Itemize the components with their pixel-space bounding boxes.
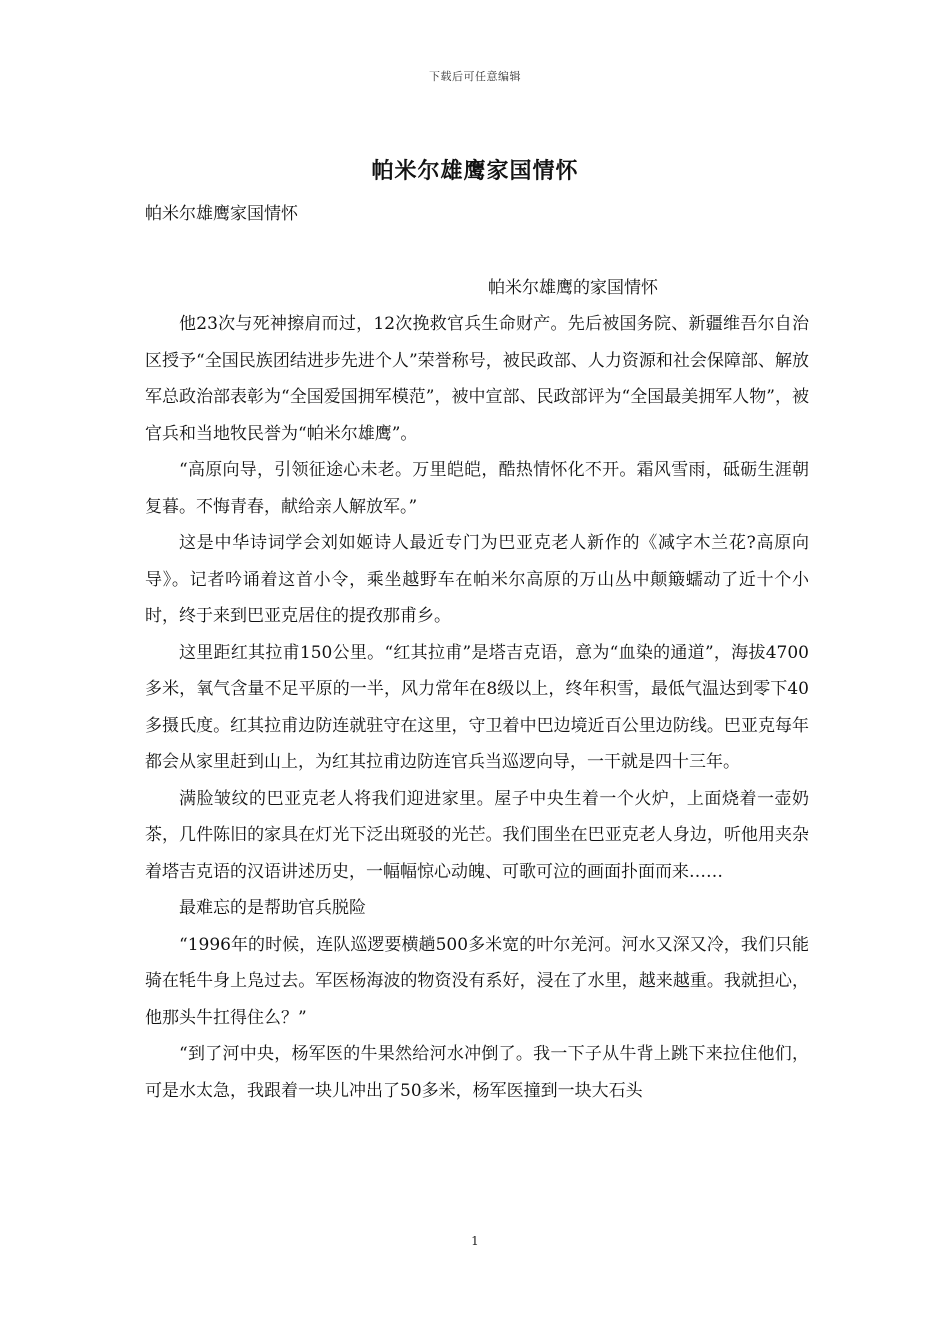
- document-body: [145, 196, 809, 1109]
- page-number: 1: [471, 1234, 479, 1248]
- document-title: 帕米尔雄鹰家国情怀: [371, 158, 579, 184]
- paragraph: 满脸皱纹的巴亚克老人将我们迎进家里。屋子中央生着一个火炉，上面烧着一壶奶茶，几件陈旧的家具在灯光下泛出斑驳的光芒。我们围坐在巴亚克老人身边，听他用夹杂着塔吉克语的汉语讲述历史，一幅幅惊心动魄、可歌可泣的画面扑面而来……: [145, 788, 809, 882]
- header-note: 下载后可任意编辑: [429, 70, 521, 83]
- paragraph: “到了河中央，杨军医的牛果然给河水冲倒了。我一下子从牛背上跳下来拉住他们，可是水太急，我跟着一块儿冲出了50多米，杨军医撞到一块大石头: [145, 1044, 809, 1101]
- paragraph: 这是中华诗词学会刘如姬诗人最近专门为巴亚克老人新作的《减字木兰花?高原向导》。记者吟诵着这首小令，乘坐越野车在帕米尔高原的万山丛中颠簸蠕动了近十个小时，终于来到巴亚克居住的提孜那甫乡。: [145, 533, 809, 626]
- paragraph: 他23次与死神擦肩而过，12次挽救官兵生命财产。先后被国务院、新疆维吾尔自治区授予“全国民族团结进步先进个人”荣誉称号，被民政部、人力资源和社会保障部、解放军总政治部表彰为“全国爱国拥军模范”，被中宣部、民政部评为“全国最美拥军人物”，被官兵和当地牧民誉为“帕米尔雄鹰”。: [145, 314, 809, 444]
- paragraph: 这里距红其拉甫150公里。“红其拉甫”是塔吉克语，意为“血染的通道”，海拔4700多米，氧气含量不足平原的一半，风力常年在8级以上，终年积雪，最低气温达到零下40多摄氏度。红其拉甫边防连就驻守在这里，守卫着中巴边境近百公里边防线。巴亚克每年都会从家里赶到山上，为红其拉甫边防连官兵当巡逻向导，一干就是四十三年。: [145, 642, 809, 772]
- section-heading: 帕米尔雄鹰的家国情怀: [488, 277, 658, 298]
- document-subtitle: 帕米尔雄鹰家国情怀: [145, 204, 298, 224]
- blank-line: [145, 233, 809, 270]
- paragraph-heading: 最难忘的是帮助官兵脱险: [179, 898, 366, 918]
- paragraph: “高原向导，引领征途心未老。万里皑皑，酷热情怀化不开。霜风雪雨，砥砺生涯朝复暮。不悔青春，献给亲人解放军。”: [145, 460, 809, 517]
- paragraph: “1996年的时候，连队巡逻要横趟500多米宽的叶尔羌河。河水又深又冷，我们只能骑在牦牛身上凫过去。军医杨海波的物资没有系好，浸在了水里，越来越重。我就担心，他那头牛扛得住么？”: [145, 934, 809, 1028]
